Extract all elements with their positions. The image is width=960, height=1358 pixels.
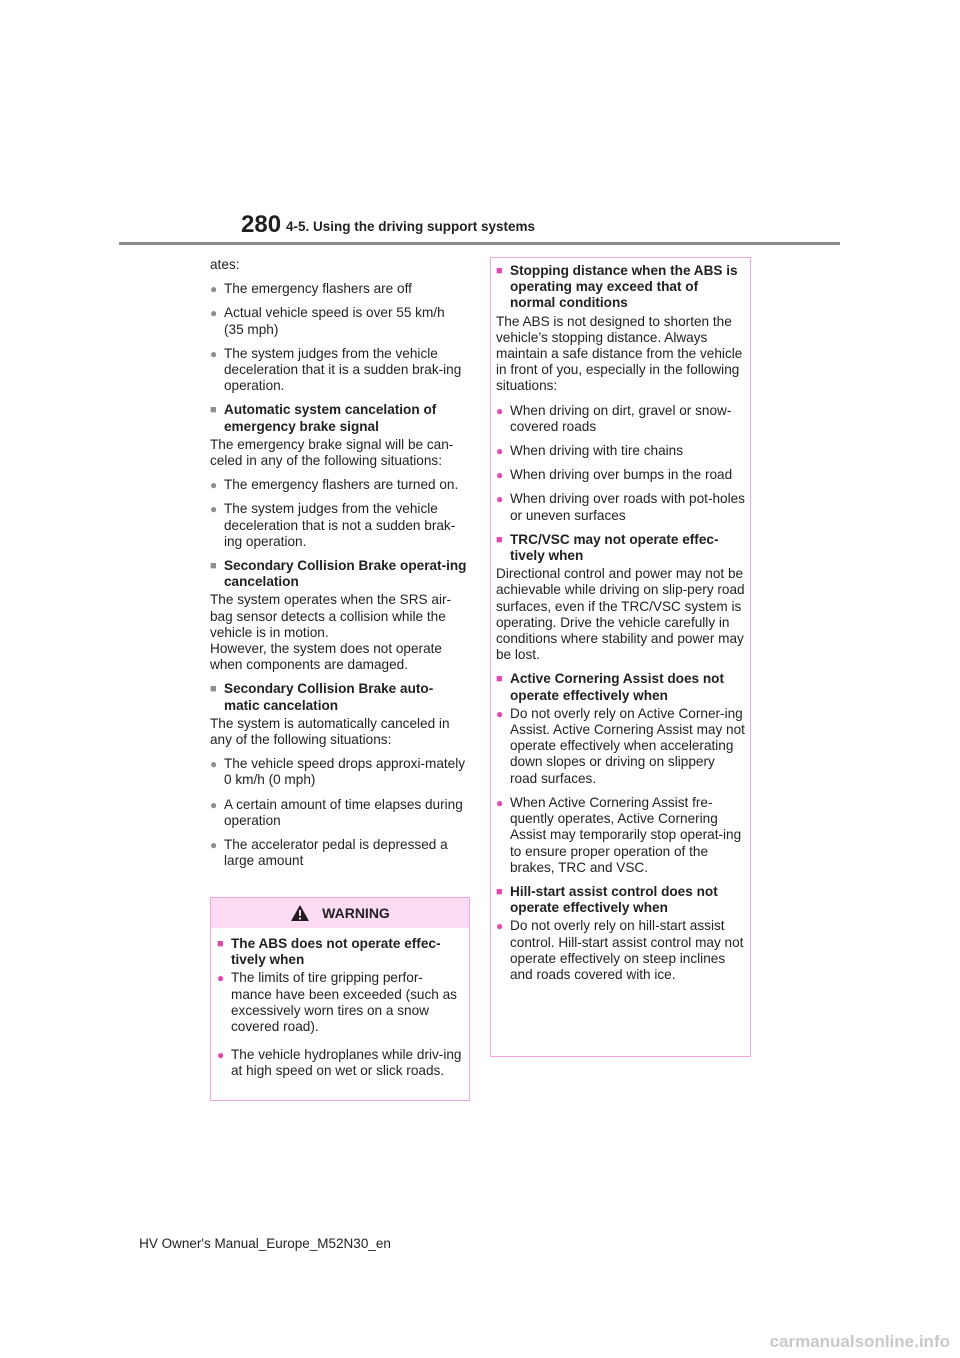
warning-triangle-icon [290, 904, 310, 922]
bullet-icon: ● [210, 346, 218, 361]
warning-header [211, 898, 469, 928]
square-icon: ■ [496, 533, 503, 546]
bullet-icon: ● [496, 706, 504, 721]
list-item: ● The vehicle hydroplanes while driv-ing at high speed on wet or slick roads. [217, 1047, 462, 1079]
bullet-icon: ● [210, 502, 218, 517]
subheading: ■ Secondary Collision Brake operat-ing cancelation [210, 558, 467, 590]
subheading: ■ Active Cornering Assist does not operate effectively when [496, 671, 725, 703]
list-item: ● The limits of tire gripping perfor-mance have been exceeded (such as excessively worn tires on a snow covered road). [217, 970, 457, 1035]
bullet-icon: ● [210, 478, 218, 493]
list-item: ● The system judges from the vehicle deceleration that is not a sudden brak-ing operation. [210, 501, 456, 549]
bullet-icon: ● [496, 919, 504, 934]
bullet-icon: ● [210, 797, 218, 812]
watermark: carmanualsonline.info [769, 1332, 950, 1351]
list-item: ● The accelerator pedal is depressed a large amount [210, 837, 448, 869]
intro-text: ates: [210, 257, 240, 272]
subheading: ■ Stopping distance when the ABS is operating may exceed that of normal conditions [496, 263, 738, 311]
bullet-icon: ● [210, 838, 218, 853]
paragraph: Directional control and power may not be achievable while driving on slip-pery road surfaces, even if the TRC/VSC system is operating. Drive the vehicle carefully in conditions where stability and power may be lost. [496, 566, 745, 663]
list-item: ● When driving over bumps in the road [496, 467, 733, 483]
bullet-icon: ● [210, 306, 218, 321]
list-item: ● The vehicle speed drops approxi-mately 0 km/h (0 mph) [210, 756, 466, 788]
square-icon: ■ [496, 885, 503, 898]
warning-title: WARNING [322, 905, 390, 921]
bullet-icon: ● [496, 795, 504, 810]
subheading: ■ Automatic system cancelation of emergency brake signal [210, 402, 437, 434]
right-box-body [491, 258, 750, 983]
section-title: 4-5. Using the driving support systems [286, 219, 536, 234]
bullet-icon: ● [496, 492, 504, 507]
bullet-icon: ● [217, 1048, 225, 1063]
subheading: ■ Hill-start assist control does not operate effectively when [496, 883, 718, 916]
square-icon: ■ [210, 683, 217, 696]
warning-box [210, 897, 470, 1101]
bullet-icon: ● [496, 403, 504, 418]
subheading: ■ The ABS does not operate effec-tively when [217, 936, 441, 968]
page-number: 280 [241, 211, 282, 238]
paragraph: The emergency brake signal will be can-celed in any of the following situations: [210, 436, 454, 469]
square-icon: ■ [217, 938, 224, 950]
bullet-icon: ● [217, 971, 225, 986]
square-icon: ■ [210, 404, 217, 417]
left-column [210, 257, 468, 878]
square-icon: ■ [496, 265, 503, 277]
square-icon: ■ [496, 673, 503, 686]
list-item: ● A certain amount of time elapses during operation [210, 796, 463, 828]
warning-body [211, 928, 469, 1080]
list-item: ● When driving on dirt, gravel or snow-covered roads [496, 402, 732, 434]
list-item: ● Actual vehicle speed is over 55 km/h (35 mph) [210, 305, 445, 337]
list-item: ● Do not overly rely on hill-start assist control. Hill-start assist control may not operate effectively on steep inclines and roads covered with ice. [496, 918, 744, 982]
subheading: ■ TRC/VSC may not operate effec-tively when [496, 531, 719, 564]
header-divider [119, 242, 840, 245]
paragraph: The system is automatically canceled in any of the following situations: [210, 715, 450, 748]
list-item: ● Do not overly rely on Active Corner-ing Assist. Active Cornering Assist may not operate effectively when accelerating down slopes or driving on slippery road surfaces. [496, 705, 745, 786]
bullet-icon: ● [496, 468, 504, 483]
list-item: ● The emergency flashers are turned on. [210, 477, 459, 493]
list-item: ● The emergency flashers are off [210, 281, 412, 297]
list-item: ● When Active Cornering Assist fre-quently operates, Active Cornering Assist may temporarily stop operat-ing to ensure proper operation of the brakes, TRC and VSC. [496, 794, 742, 875]
list-item: ● When driving with tire chains [496, 443, 684, 459]
bullet-icon: ● [210, 282, 218, 297]
list-item: ● The system judges from the vehicle deceleration that it is a sudden brak-ing operation. [210, 345, 462, 394]
paragraph: The system operates when the SRS air-bag sensor detects a collision while the vehicle is in motion. [210, 592, 452, 640]
warning-continued-box [490, 257, 751, 1057]
bullet-icon: ● [210, 757, 218, 772]
paragraph: However, the system does not operate when components are damaged. [210, 641, 442, 673]
bullet-icon: ● [496, 444, 504, 459]
square-icon: ■ [210, 560, 217, 573]
list-item: ● When driving over roads with pot-holes or uneven surfaces [496, 491, 745, 523]
paragraph: The ABS is not designed to shorten the vehicle’s stopping distance. Always maintain a safe distance from the vehicle in front of you, especially in the following situations: [496, 313, 743, 394]
footer-text: HV Owner's Manual_Europe_M52N30_en [139, 1236, 391, 1251]
subheading: ■ Secondary Collision Brake auto-matic cancelation [210, 681, 434, 713]
